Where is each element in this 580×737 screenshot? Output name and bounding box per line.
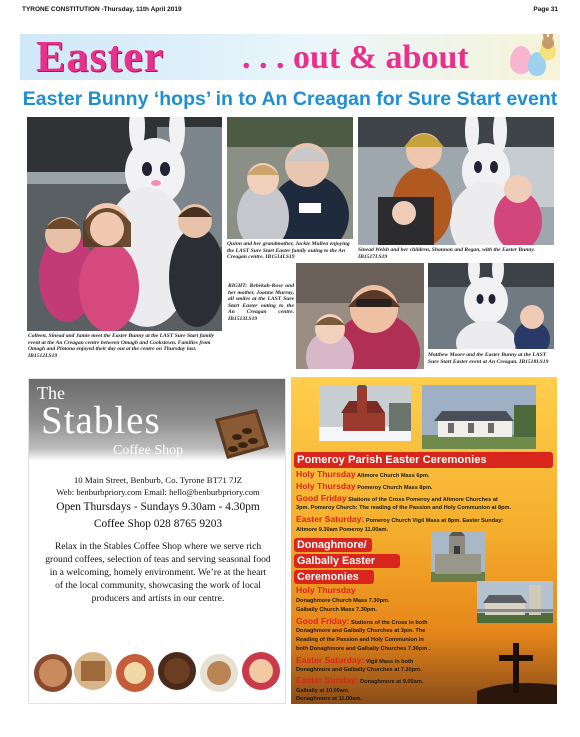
photo-matthew-bunny (428, 263, 554, 349)
pomeroy-title: Pomeroy Parish Easter Ceremonies (294, 452, 553, 468)
donaghmore-line: Galbally Church Mass 7.30pm. (296, 607, 377, 613)
pomeroy-line: Holy Thursday Altmore Church Mass 6pm. (296, 469, 430, 479)
donaghmore-line: Easter Saturday: Vigil Mass in both (296, 655, 414, 665)
stables-web-email: Web: benburbpriory.com Email: hello@benburbpriory.com (56, 487, 260, 497)
stables-the: The (37, 383, 65, 403)
stables-opening-hours: Open Thursdays - Sundays 9.30am - 4.30pm (56, 501, 260, 513)
donaghmore-line: Donaghmore at 11.00am. (296, 696, 362, 702)
galbally-church-photo (477, 581, 553, 623)
easter-banner (20, 34, 560, 80)
stables-blurb-line: producers and artists in our centre. (91, 593, 225, 604)
donaghmore-line: Easter Sunday: Donaghmore at 9.00am. (296, 675, 424, 685)
caption-rebekah: RIGHT: Rebekah-Rose and her mother, Joanne Murray, all smiles at the LAST Sure Start Easter outing to the An Creagan centre. IB1513LS19 (228, 283, 294, 322)
bunny-icon (538, 34, 558, 50)
donaghmore-line: Donaghmore and Galbally Churches at 3pm. The (296, 628, 426, 634)
cross-silhouette-icon (477, 633, 557, 704)
coffee-beans-icon (211, 407, 273, 465)
pomeroy-church-photo (319, 385, 411, 441)
running-head (22, 3, 558, 15)
donaghmore-church-photo (431, 532, 485, 582)
stables-coffee-shop: Coffee Shop (113, 443, 184, 458)
food-photos-strip (29, 635, 286, 704)
pomeroy-line: Easter Saturday: Pomeroy Church Vigil Mass at 8pm. Easter Sunday: (296, 514, 504, 524)
pomeroy-line: 3pm. Pomeroy Church: The reading of the Passion and Holy Communion at 8pm. (296, 505, 512, 511)
photo-bunny-children (27, 117, 222, 331)
stables-blurb-line: ground coffees, selection of teas and serving seasonal food (45, 554, 271, 565)
pomeroy-line: Good Friday Stations of the Cross Pomeroy and Altmore Churches at (296, 493, 498, 503)
running-head-date: TYRONE CONSTITUTION -Thursday, 11th April 2019 (22, 5, 182, 13)
stables-blurb-line: Relax in the Stables Coffee Shop where we serve rich (54, 541, 262, 552)
donaghmore-line: Donaghmore Church Mass 7.30pm. (296, 598, 390, 604)
donaghmore-title-line: Donaghmore/ (294, 538, 372, 552)
caption-main-photo: Colleen, Sinead and Jamie meet the Easter Bunny at the LAST Sure Start family event at the An Creagan centre between Omagh and Cookstown. Families from Omagh and Pintona enjoyed their day out at the centre on Thursday last. IB1512LS19 (28, 333, 215, 359)
pomeroy-line: Altmore 9.30am Pomeroy 11.00am. (296, 527, 389, 533)
page-headline: Easter Bunny ‘hops’ in to An Creagan for Sure Start event (22, 88, 558, 110)
donaghmore-line: Reading of the Passion and Holy Communion in (296, 637, 424, 643)
donaghmore-title-line: Ceremonies (294, 570, 374, 584)
stables-phone: Coffee Shop 028 8765 9203 (93, 518, 223, 530)
altmore-church-photo (422, 385, 536, 449)
donaghmore-line: both Donaghmore and Galbally Churches 7.30pm . (296, 646, 431, 652)
donaghmore-line: Donaghmore and Galbally Churches at 7.30pm. (296, 667, 422, 673)
photo-sinead-children (358, 117, 554, 245)
pomeroy-line: Holy Thursday Pomeroy Church Mass 8pm. (296, 481, 433, 491)
stables-name: Stables (41, 399, 161, 442)
stables-blurb-line: in a welcoming, homely environment. We’re at the heart (49, 567, 267, 578)
caption-matthew: Matthew Moore and the Easter Bunny at the LAST Sure Start Easter event at An Creagan. IB1518LS19 (428, 352, 549, 365)
photo-quinn-grandmother (227, 117, 353, 239)
donaghmore-line: Galbally at 10.00am. (296, 688, 350, 694)
stables-coffee-advert (28, 378, 286, 704)
stables-blurb-line: of the local community, showcasing the work of local (55, 580, 261, 591)
church-ceremonies-panel (291, 377, 557, 704)
banner-out-about: . . . out & about (242, 39, 469, 76)
stables-address: 10 Main Street, Benburb, Co. Tyrone BT71 7JZ (73, 475, 243, 485)
page-number: Page 31 (533, 5, 558, 13)
photo-rebekah-mother (296, 263, 424, 369)
donaghmore-line: Holy Thursday (296, 585, 356, 595)
caption-quinn: Quinn and her grandmother, Jackie Mullen enjoying the LAST Sure Start Easter family outing to the An Creagan centre. IB1514LS19 (227, 241, 350, 261)
banner-easter-word: Easter (36, 34, 165, 80)
caption-sinead: Sinead Welsh and her children, Shannon and Regan, with the Easter Bunny. IB1517LS19 (358, 247, 536, 260)
donaghmore-title-line: Galbally Easter (294, 554, 400, 568)
donaghmore-line: Good Friday: Stations of the Cross in both (296, 616, 428, 626)
